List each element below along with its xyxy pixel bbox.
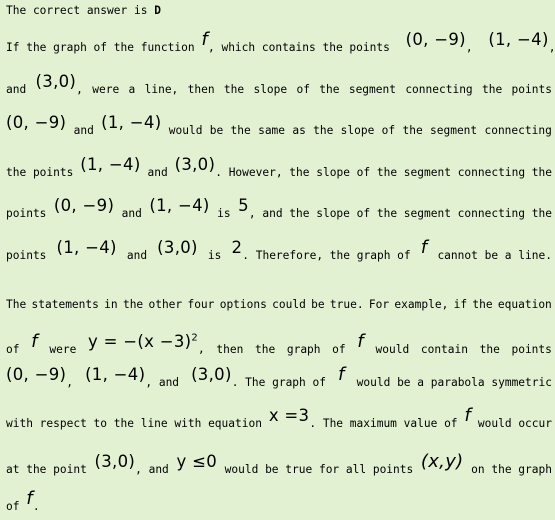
word: the (230, 124, 251, 137)
math-point: (3,0) (94, 452, 136, 471)
math-f: f (31, 330, 38, 352)
text: and (73, 124, 94, 137)
word: were (92, 83, 120, 96)
math-xy: (x,y) (420, 451, 464, 472)
text: . (32, 500, 40, 513)
word: the (313, 124, 334, 137)
paragraph1-line1 (6, 29, 555, 55)
math-f: f (357, 330, 364, 352)
word: in (104, 298, 118, 311)
text: , (198, 342, 205, 356)
math-point: (0, −9) (6, 365, 67, 384)
text: is (207, 249, 222, 262)
text: , (465, 41, 473, 54)
text: points (6, 207, 47, 220)
word: if (453, 298, 468, 311)
word: the (479, 342, 500, 356)
text: , (76, 83, 83, 96)
word: graph (286, 342, 321, 356)
text: would be true for all points (224, 463, 414, 476)
text: , which contains the points (207, 41, 390, 54)
word: the (223, 83, 245, 96)
word: would (168, 124, 203, 137)
text: would be a parabola symmetric (356, 376, 552, 389)
text: , and the slope of the segment connecting the (248, 207, 552, 220)
word: the (482, 83, 503, 96)
math-point: (1, −4) (80, 155, 141, 174)
paragraph2-line2 (6, 330, 552, 357)
word: the (255, 342, 276, 356)
math-inequality: y ≤0 (176, 452, 217, 471)
equation-text: y = −(x −3) (87, 331, 192, 351)
math-f: f (26, 488, 33, 509)
text: If the graph of the function (6, 41, 195, 54)
text: and (121, 207, 142, 220)
word: of (296, 83, 310, 96)
answer-line (6, 4, 551, 18)
paragraph2-line3 (6, 364, 552, 390)
word: the (319, 83, 340, 96)
math-f: f (464, 405, 472, 426)
paragraph2-line5 (6, 451, 552, 477)
word: of (381, 124, 396, 137)
text: , and (145, 376, 180, 389)
word: For (368, 298, 390, 311)
word: options (219, 298, 267, 311)
text: of (6, 500, 20, 513)
text: at the point (6, 463, 87, 476)
text: , and (135, 463, 169, 476)
text: the points (6, 166, 74, 179)
word: be (209, 124, 224, 137)
text: were (49, 342, 77, 356)
text: points (6, 249, 47, 262)
word: connecting (484, 124, 552, 137)
word: then (216, 342, 244, 356)
text: and (6, 83, 27, 96)
math-f: f (338, 364, 345, 385)
word: the (402, 124, 423, 137)
word: contain (420, 342, 468, 356)
math-point: (0, −9) (405, 30, 466, 49)
text: and (126, 249, 148, 262)
word: could (272, 298, 306, 311)
paragraph2-line1 (6, 298, 552, 312)
word: slope (253, 83, 288, 96)
math-point: (3,0) (174, 155, 216, 174)
word: points (511, 342, 552, 356)
word: as (292, 124, 306, 137)
word: statements (31, 298, 99, 311)
word: then (187, 83, 215, 96)
text: would occur (477, 417, 552, 430)
text: , (66, 376, 74, 389)
word: true. (329, 298, 364, 311)
answer-text: The correct answer is (6, 4, 155, 17)
word: the (472, 298, 493, 311)
paragraph2-line4 (6, 405, 552, 431)
math-point: (0, −9) (53, 196, 115, 215)
text: is (217, 207, 231, 220)
math-equation: x =3 (268, 406, 310, 425)
word: of (332, 342, 346, 356)
math-value: 5 (238, 196, 249, 215)
word: a (128, 83, 136, 96)
word: the (122, 298, 144, 311)
math-point: (3,0) (157, 238, 198, 257)
word: be (311, 298, 325, 311)
text: and (147, 166, 168, 179)
word: points (511, 83, 552, 96)
paragraph2-line6 (6, 488, 551, 514)
paragraph1-line3 (6, 113, 552, 138)
word: four (187, 298, 215, 311)
math-point: (3,0) (191, 365, 232, 384)
math-point: (1, −4) (488, 30, 549, 49)
text: . The maximum value of (309, 417, 458, 430)
text: , (548, 41, 555, 54)
math-point: (1, −4) (56, 238, 117, 257)
word: segment (430, 124, 478, 137)
math-f: f (420, 237, 428, 258)
word: The (6, 298, 27, 311)
answer-letter: D (154, 4, 161, 17)
text: cannot be a line. (437, 249, 552, 262)
math-equation (88, 332, 198, 351)
paragraph1-line6 (6, 237, 552, 263)
math-value: 2 (231, 238, 243, 257)
text: . The graph of (231, 376, 326, 389)
text: . Therefore, the graph of (242, 249, 411, 262)
text: with respect to the line with equation (6, 417, 262, 430)
math-point: (0, −9) (6, 113, 67, 132)
word: other (148, 298, 183, 311)
text: on the graph (471, 463, 552, 476)
word: connecting (405, 83, 473, 96)
word: slope (340, 124, 375, 137)
word: example, (394, 298, 449, 311)
word: would (375, 342, 410, 356)
math-point: (3,0) (35, 72, 77, 91)
math-point: (1, −4) (85, 365, 146, 384)
word: segment (348, 83, 396, 96)
math-point: (1, −4) (149, 196, 210, 215)
math-f: f (201, 29, 208, 50)
math-point: (1, −4) (101, 113, 162, 132)
paragraph1-line2 (6, 72, 552, 97)
text: . However, the slope of the segment connecting the (215, 166, 552, 179)
word: same (258, 124, 286, 137)
word: equation (497, 298, 552, 311)
text: of (6, 342, 20, 356)
paragraph1-line5 (6, 196, 552, 221)
paragraph1-line4 (6, 155, 552, 180)
word: line, (144, 83, 179, 96)
exponent: 2 (191, 332, 199, 343)
